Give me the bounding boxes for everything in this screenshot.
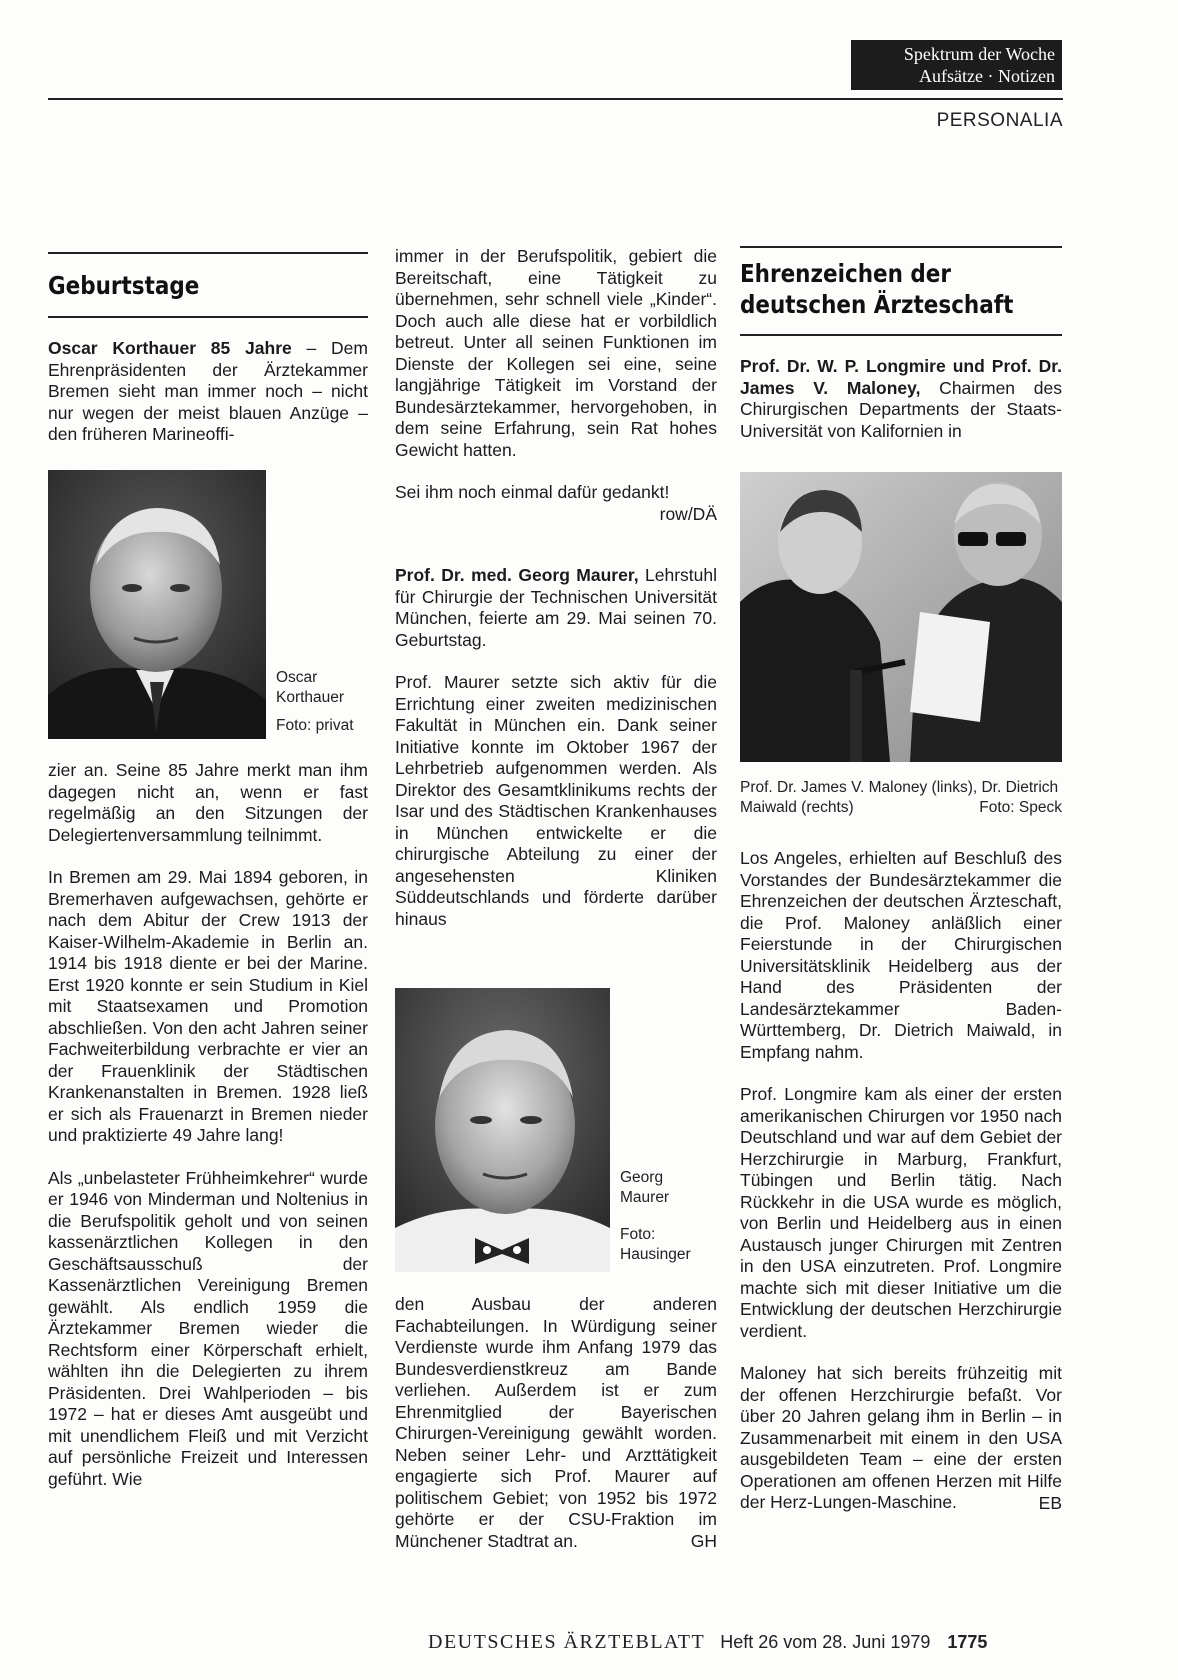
portrait-illustration — [48, 470, 266, 739]
column-3-top — [740, 246, 1062, 442]
heading-rule-bottom — [48, 316, 368, 318]
paragraph: In Bremen am 29. Mai 1894 geboren, in Bremerhaven aufgewachsen, gehörte er nach dem Abitur der Crew 1913 der Kaiser-Wilhelm-Akademie in Berlin an. 1914 bis 1918 diente er bei der Marine. Erst 1920 konnte er sein Studium in Kiel mit Staatsexamen und Promotion abschließen. Von den acht Jahren seiner Fachweiterbildung verbrachte er vier an der Frauenklinik der Städtischen Krankenanstalten in Bremen. 1928 ließ er sich als Frauenarzt in Bremen nieder und praktizierte 49 Jahre lang! — [48, 867, 368, 1145]
paragraph: den Ausbau der anderen Fachabteilungen. In Würdigung seiner Verdienste wurde ihm Anfang 1979 das Bundesverdienstkreuz am Bande verliehen. Außerdem ist er zum Ehrenmitglied der Bayerischen Chirurgen-Vereinigung gewählt worden. Neben seiner Lehr- und Arzttätigkeit engagierte sich Prof. Maurer auf politischem Gebiet; von 1952 bis 1972 gehörte er der CSU-Fraktion im Münchener Stadtrat an. — [395, 1294, 717, 1551]
article-longmire-title: Prof. Dr. W. P. Longmire und Prof. Dr. James V. Maloney, — [740, 356, 1062, 398]
page-footer — [428, 1631, 1062, 1654]
heading-rule-bottom — [740, 334, 1062, 336]
heading-line: deutschen Ärzteschaft — [740, 290, 1014, 319]
article-maurer-title: Prof. Dr. med. Georg Maurer, — [395, 565, 639, 585]
caption-maurer: Georg Maurer — [620, 1169, 670, 1206]
journal-title: DEUTSCHES ÄRZTEBLATT — [428, 1631, 706, 1653]
page-number: 1775 — [947, 1632, 988, 1652]
top-rule — [48, 98, 1063, 100]
heading-line: Ehrenzeichen der — [740, 259, 951, 288]
caption-korthauer — [276, 668, 366, 708]
paragraph: immer in der Berufspolitik, gebiert die Bereitschaft, eine Tätigkeit zu übernehmen, sehr schnell viele „Kinder“. Doch auch alle diese hat er vorbildlich betreut. Unter all seinen Funktionen im Dienste der Kollegen sei eine, seine langjährige Tätigkeit im Vorstand der Bundesärztekammer, hervorgehoben, in dem seine Erfahrung, sein Rat hohes Gewicht hatten. — [395, 246, 717, 460]
caption-maurer-credit: Foto: Hausinger — [620, 1226, 691, 1263]
column-2-top — [395, 246, 717, 930]
article-maurer-lead: Lehrstuhl für Chirurgie der Technischen Universität München, feierte am 29. Mai seinen 70. Geburtstag. — [395, 565, 717, 650]
issue-info: Heft 26 vom 28. Juni 1979 — [720, 1632, 931, 1652]
paragraph: Los Angeles, erhielten auf Beschluß des Vorstandes der Bundesärztekammer die Ehrenzeichen der deutschen Ärzteschaft, die Prof. Maloney anläßlich einer Feierstunde in der Chirurgischen Universitätsklinik Heidelberg aus der Hand des Präsidenten der Landesärztekammer Baden-Württemberg, Dr. Dietrich Maiwald, in Empfang nahm. — [740, 848, 1062, 1062]
article-longmire-lead: Chairmen des Chirurgischen Departments der Staats-Universität von Kalifornien in — [740, 377, 1062, 441]
section-header-box — [851, 40, 1062, 90]
section-label: PERSONALIA — [936, 110, 1063, 131]
signature: EB — [1038, 1492, 1062, 1513]
paragraph: Sei ihm noch einmal dafür gedankt! — [395, 482, 670, 502]
photo-oscar-korthauer — [48, 470, 266, 739]
heading-ehrenzeichen — [740, 258, 1017, 320]
heading-rule — [740, 246, 1062, 248]
caption-korthauer-credit: Foto: privat — [276, 717, 354, 734]
column-3-body — [740, 848, 1062, 1514]
heading-rule — [48, 252, 368, 254]
article-longmire-intro — [740, 356, 1062, 442]
article-korthauer-intro — [48, 338, 368, 446]
signature: GH — [690, 1531, 717, 1551]
header-box-line1: Spektrum der Woche — [903, 44, 1055, 64]
caption-text: Prof. Dr. James V. Maloney (links), Dr. Dietrich Maiwald (rechts) — [740, 779, 1059, 816]
article-korthauer-lead: – Dem Ehrenpräsidenten der Ärztekammer Bremen sieht man immer noch – nicht nur wegen der meist blauen Anzüge – den früheren Marineoffi- — [48, 338, 368, 444]
caption-credit: Foto: Speck — [979, 799, 1062, 816]
paragraph: Maloney hat sich bereits frühzeitig mit der offenen Herzchirurgie befaßt. Vor über 20 Jahren gelang ihm in Berlin – in Zusammenarbeit mit einem in den USA ausgebildeten Team – eine der ersten Operationen am offenen Herzen mit Hilfe der Herz-Lungen-Maschine. — [740, 1363, 1062, 1512]
column-2-body — [395, 1294, 717, 1553]
paragraph: Prof. Longmire kam als einer der ersten amerikanischen Chirurgen vor 1950 nach Deutschland und war auf dem Gebiet der Herzchirurgie in Marburg, Frankfurt, Tübingen und Berlin tätig. Nach Rückkehr in die USA wurde es möglich, von Berlin und Heidelberg aus in einen Austausch junger Chirurgen mit Zentren in den USA einzutreten. Prof. Longmire machte sich mit dieser Initiative um die Entwicklung der deutschen Herzchirurgie verdient. — [740, 1084, 1062, 1341]
paragraph: Als „unbelasteter Frühheimkehrer“ wurde er 1946 von Minderman und Noltenius in die Berufspolitik geholt und von seinen kassenärztlichen Kollegen in den Geschäftsausschuß der Kassenärztlichen Vereinigung Bremen gewählt. Als endlich 1959 die Ärztekammer Bremen wieder die Rechtsform einer Körperschaft erhielt, wählten ihn die Delegierten zu ihrem Präsidenten. Drei Wahlperioden – bis 1972 – hat er dieses Amt ausgeübt und mit unendlichem Fleiß und mit Verzicht auf persönliche Freizeit und Interessen geführt. Wie — [48, 1167, 368, 1489]
paragraph: Prof. Maurer setzte sich aktiv für die Errichtung einer zweiten medizinischen Fakultät in München ein. Dank seiner Initiative konnte im Oktober 1967 der Lehrbetrieb aufgenommen werden. Als Direktor des Gesamtklinikums rechts der Isar und des Städtischen Krankenhauses in München entwickelte er die chirurgische Abteilung zu einer der angesehensten Kliniken Süddeutschlands und förderte darüber hinaus — [395, 672, 717, 929]
photo-maloney-maiwald — [740, 472, 1062, 762]
column-1-top — [48, 252, 368, 446]
signature-row — [395, 504, 717, 526]
header-box-line2: Aufsätze · Notizen — [919, 66, 1055, 86]
caption-name: Oscar Korthauer — [276, 669, 345, 706]
photo-georg-maurer — [395, 988, 610, 1272]
portrait-illustration — [395, 988, 610, 1272]
article-korthauer-title: Oscar Korthauer 85 Jahre — [48, 338, 292, 358]
paragraph: zier an. Seine 85 Jahre merkt man ihm dagegen nicht an, wenn er fast regelmäßig an den Sitzungen der Delegiertenversammlung teilnimmt. — [48, 760, 368, 845]
article-maurer-intro — [395, 565, 717, 651]
column-1-body — [48, 760, 368, 1490]
photo-illustration — [740, 472, 1062, 762]
caption-maloney-photo — [740, 778, 1062, 818]
signature: row/DÄ — [659, 503, 717, 524]
heading-geburtstage: Geburtstage — [48, 271, 200, 300]
